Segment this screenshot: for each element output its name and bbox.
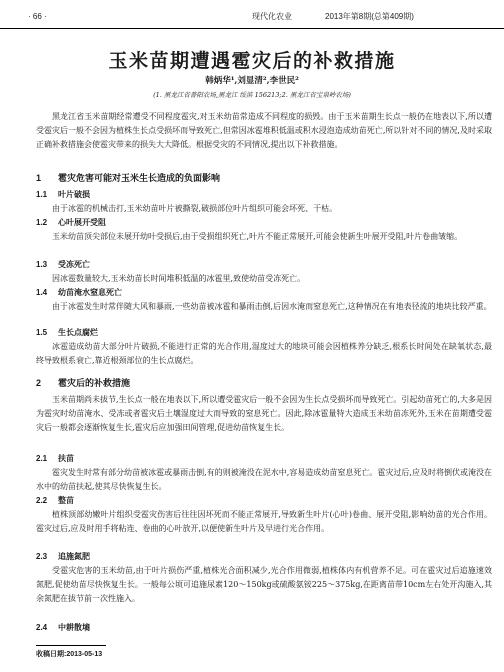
paragraph: 玉米苗期尚未拔节,生长点一般在地表以下,所以遭受雹灾后一般不会因为生长点受损坏而导致死亡。引起幼苗死亡的,大多是因为雹灾时幼苗淹水、受冻或者雹灾后土壤湿度过大而导致的窒息死亡。因此,除冰雹量特大造成玉米幼苗冻死外,玉米在苗期遭受雹灾后一般都会逐渐恢复生长,雹灾后应加强田间管理,促进幼苗恢复生长。 (36, 395, 492, 432)
subsection-title: 叶片破损 (58, 190, 90, 199)
running-header (0, 0, 504, 29)
paragraph: 因冰雹数量较大,玉米幼苗长时间堆积低温的冰雹里,致使幼苗受冻死亡。 (52, 274, 306, 283)
paragraph: 由于冰雹的机械击打,玉米幼苗叶片被撕裂,破损部位叶片组织可能会坏死、干枯。 (52, 204, 338, 213)
subsection-heading (36, 551, 90, 562)
subsection-title: 追施氮肥 (58, 552, 90, 561)
subsection-title: 心叶展开受阻 (58, 218, 106, 227)
subsection-number: 1.1 (36, 190, 48, 199)
subsection-title: 幼苗淹水窒息死亡 (58, 288, 122, 297)
subsection-title: 生长点腐烂 (58, 328, 98, 337)
paragraph: 植株顶部幼嫩叶片组织受雹灾伤害后往往因坏死而不能正常展开,导致新生叶片(心叶)卷曲、展开受阻,影响幼苗的光合作用。雹灾过后,应及时用手将粘连、卷曲的心叶放开,以便使新生叶片及早进行光合作用。 (36, 510, 492, 533)
footnote-rule (36, 645, 106, 646)
paragraph: 玉米幼苗顶尖部位未展开幼叶受损后,由于受损组织死亡,叶片不能正常展开,可能会使新生叶展开受阻,叶片卷曲皱缩。 (52, 232, 463, 241)
subsection-heading (36, 287, 122, 298)
authors: 韩炳华¹,刘显清²,李世民² (205, 76, 299, 86)
subsection-title: 中耕散墒 (58, 623, 90, 632)
section-heading (36, 376, 130, 389)
paragraph: 由于冰雹发生时常伴随大风和暴雨,一些幼苗被冰雹和暴雨击倒,后因水淹而窒息死亡,这种情况在有地表径流的地块比较严重。 (52, 302, 492, 311)
subsection-title: 整苗 (58, 496, 74, 505)
subsection-number: 1.3 (36, 260, 48, 269)
subsection-number: 2.2 (36, 496, 48, 505)
received-date: 收稿日期:2013-05-13 (36, 651, 103, 658)
subsection-number: 1.4 (36, 288, 48, 297)
subsection-heading (36, 217, 106, 228)
subsection-heading (36, 189, 90, 200)
subsection-number: 1.2 (36, 218, 48, 227)
section-number: 1 (36, 173, 42, 183)
paragraph: 受雹灾危害的玉米幼苗,由于叶片损伤严重,植株光合面积减少,光合作用微弱,植株体内有机营养不足。可在雹灾过后追施速效氮肥,促使幼苗尽快恢复生长。一般每公顷可追施尿素120～150kg或硫酸氨铵225～375kg,在距离苗带10cm左右处开沟施入,其余氮肥在拔节前一次性施入。 (36, 566, 492, 603)
section-title: 雹灾危害可能对玉米生长造成的负面影响 (58, 173, 221, 183)
subsection-number: 2.3 (36, 552, 48, 561)
subsection-heading (36, 453, 74, 464)
subsection-heading (36, 495, 74, 506)
subsection-number: 2.4 (36, 623, 48, 632)
subsection-heading (36, 622, 90, 633)
subsection-number: 1.5 (36, 328, 48, 337)
subsection-title: 扶苗 (58, 454, 74, 463)
journal-issue: 2013年第8期(总第409期) (325, 12, 414, 21)
subsection-title: 受冻死亡 (58, 260, 90, 269)
journal-name: 现代化农业 (252, 12, 292, 21)
subsection-heading (36, 327, 98, 338)
affiliation: (1. 黑龙江省普阳农场,黑龙江 绥滨 156213;2. 黑龙江省宝泉岭农场) (153, 91, 351, 99)
subsection-heading (36, 259, 90, 270)
intro-paragraph: 黑龙江省玉米苗期经常遭受不同程度雹灾,对玉米幼苗常造成不同程度的损毁。由于玉米苗期生长点一般仍在地表以下,所以遭受雹灾后一般不会因为植株生长点受损坏而导致死亡,但常因冰雹堆积低温或积水浸泡造成幼苗死亡,所以针对不同的情况,及时采取正确补救措施会使雹灾带来的损失大大降低。根据受灾的不同情况,提出以下补救措施。 (36, 112, 492, 149)
paragraph: 冰雹造成幼苗大部分叶片破损,不能进行正常的光合作用,湿度过大的地块可能会因植株养分缺乏,根系长时间处在缺氧状态,最终导致根系衰亡,靠近根颈部位的生长点腐烂。 (36, 342, 492, 365)
section-heading (36, 171, 220, 184)
section-title: 雹灾后的补救措施 (58, 378, 131, 388)
subsection-number: 2.1 (36, 454, 48, 463)
article-title: 玉米苗期遭遇雹灾后的补救措施 (108, 50, 396, 72)
section-number: 2 (36, 378, 42, 388)
paragraph: 雹灾发生时常有部分幼苗被冰雹或暴雨击倒,有的则被淹没在泥水中,容易造成幼苗窒息死亡。雹灾过后,应及时将倒伏或淹没在水中的幼苗扶起,使其尽快恢复生长。 (36, 468, 492, 491)
page-number: · 66 · (28, 12, 47, 21)
